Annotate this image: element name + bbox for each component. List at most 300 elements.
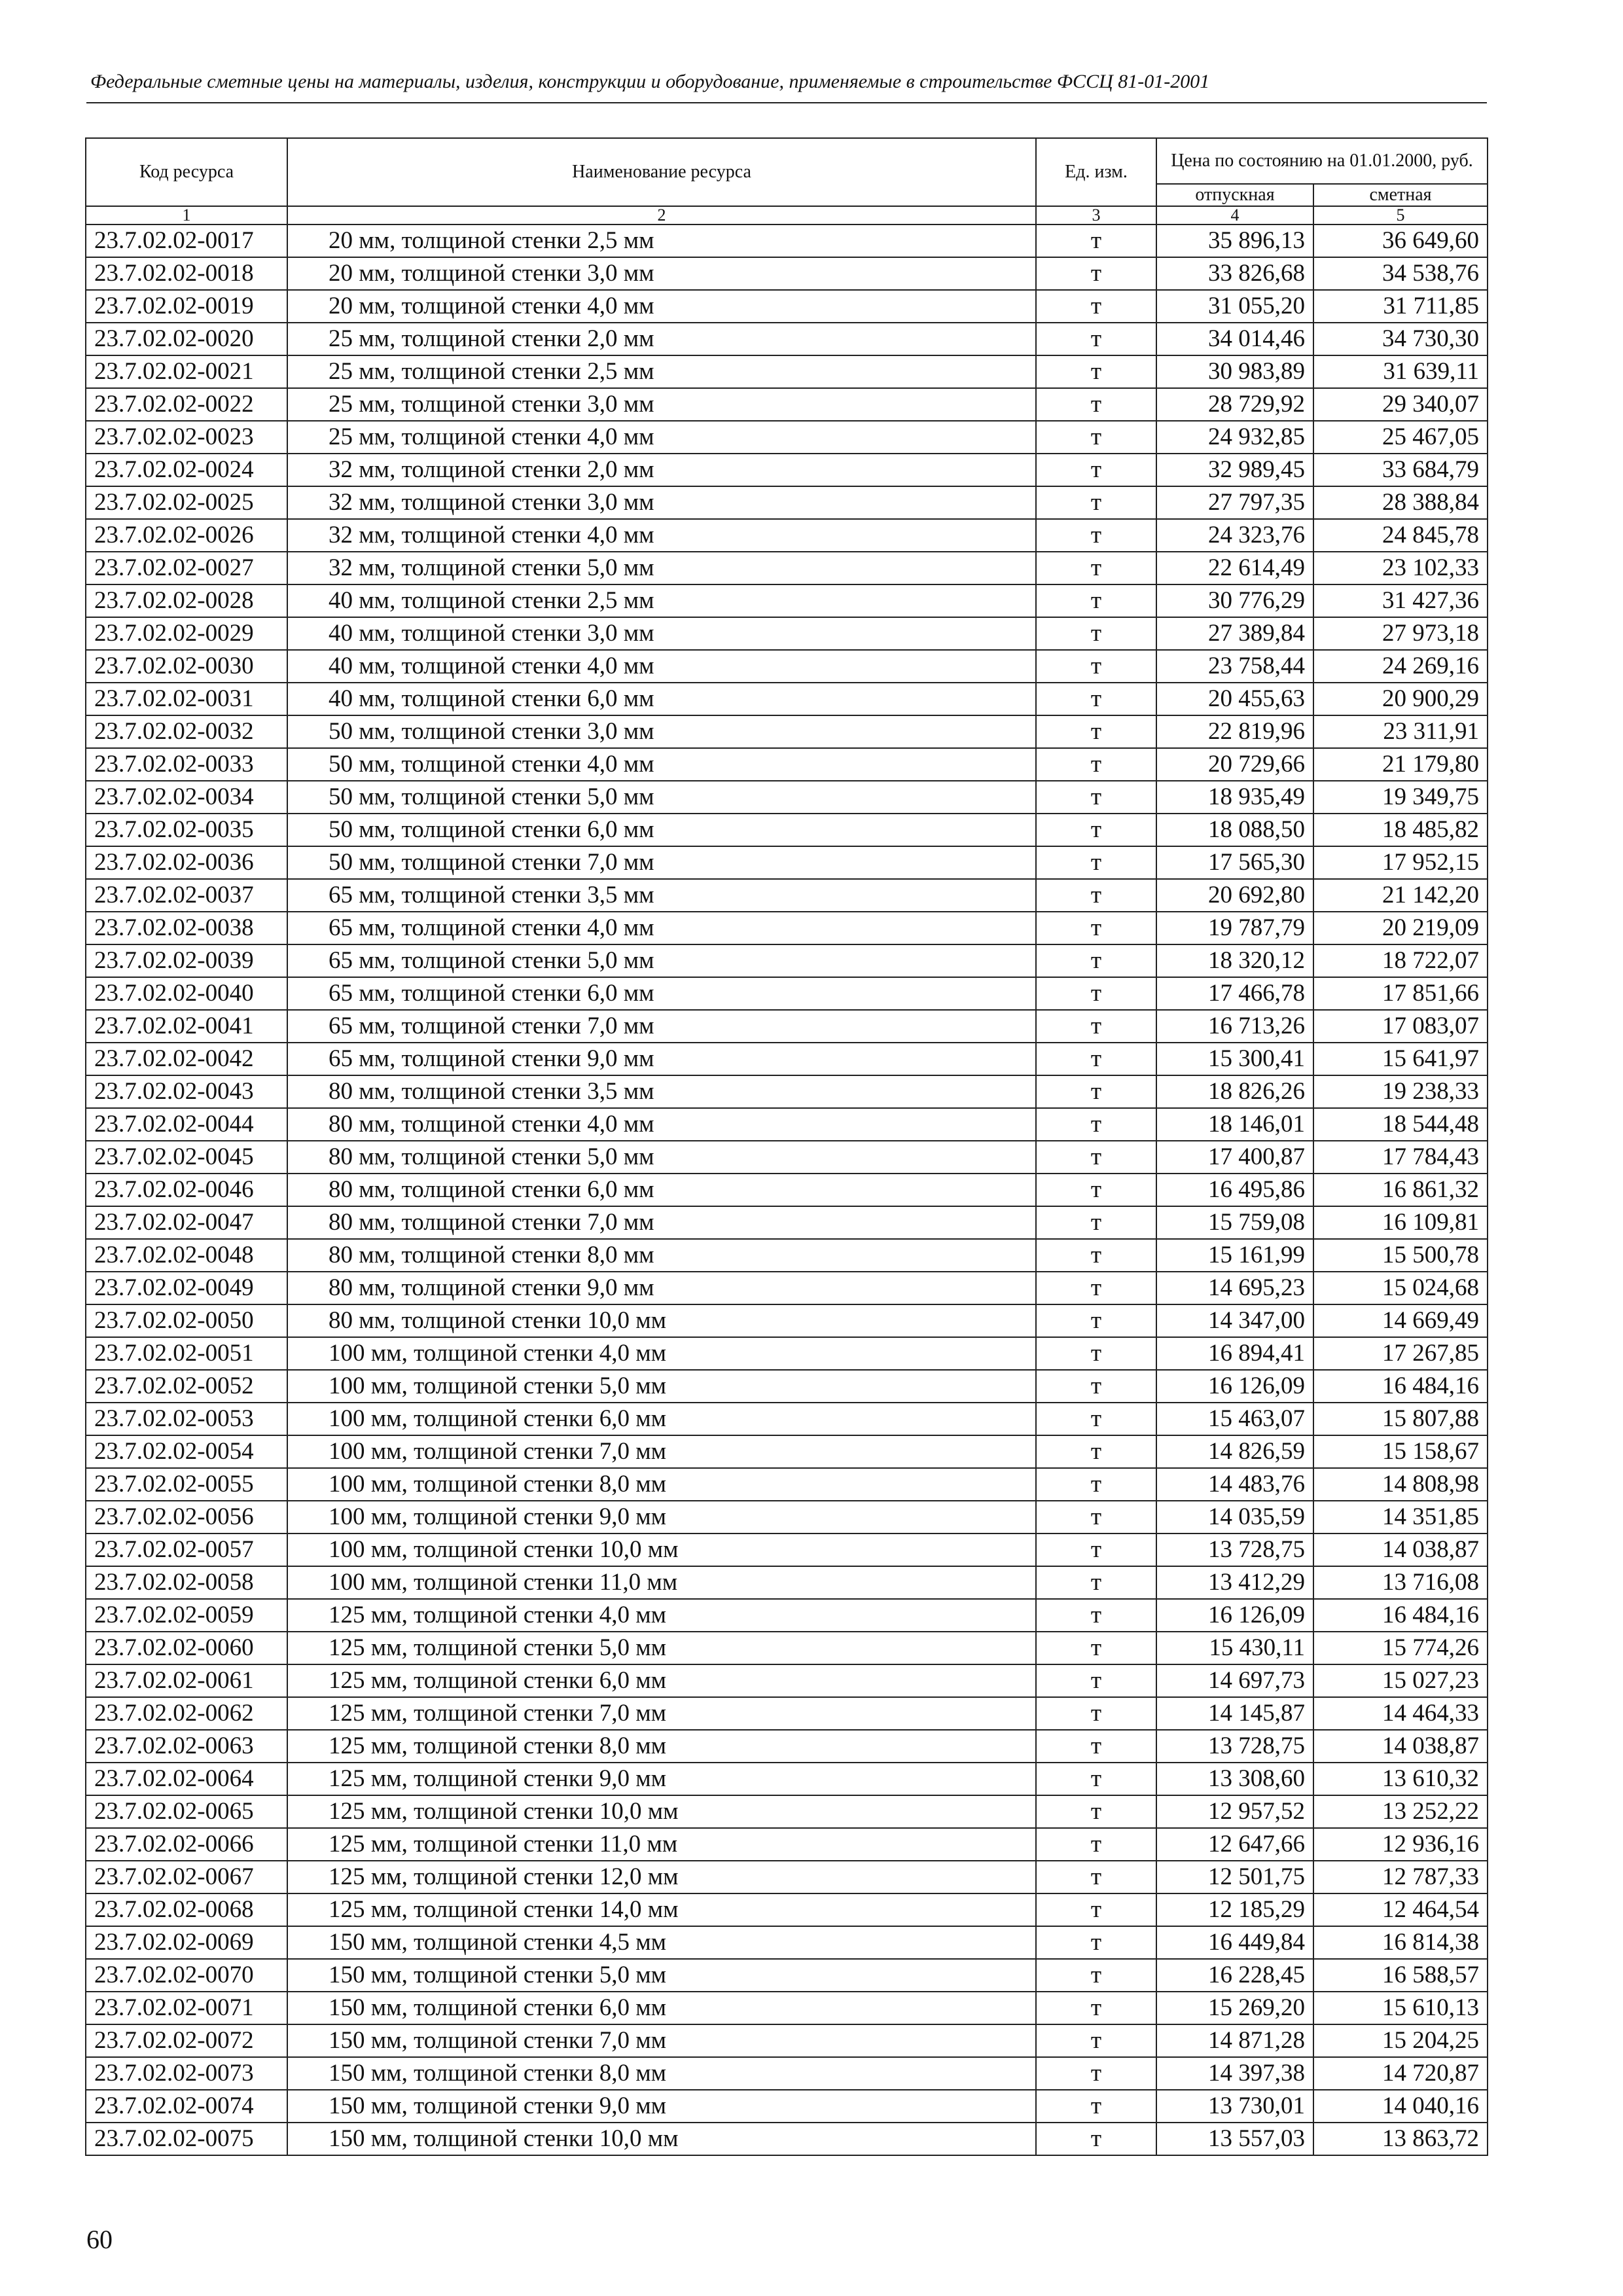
estimate-price-cell: 34 730,30	[1313, 323, 1488, 355]
table-body	[86, 224, 1488, 2155]
estimate-price-cell: 23 311,91	[1313, 715, 1488, 748]
unit-cell: т	[1036, 1468, 1156, 1501]
unit-cell: т	[1036, 1108, 1156, 1141]
resource-name-cell: 100 мм, толщиной стенки 8,0 мм	[287, 1468, 1036, 1501]
resource-code-cell: 23.7.02.02-0072	[86, 2024, 287, 2057]
release-price-cell: 13 557,03	[1156, 2123, 1313, 2155]
table-row	[86, 1239, 1488, 1272]
estimate-price-cell: 18 544,48	[1313, 1108, 1488, 1141]
resource-name-cell: 125 мм, толщиной стенки 7,0 мм	[287, 1697, 1036, 1730]
estimate-price-cell: 16 588,57	[1313, 1959, 1488, 1992]
estimate-price-cell: 15 158,67	[1313, 1435, 1488, 1468]
table-row	[86, 1664, 1488, 1697]
release-price-cell: 16 449,84	[1156, 1926, 1313, 1959]
resource-name-cell: 150 мм, толщиной стенки 7,0 мм	[287, 2024, 1036, 2057]
table-row	[86, 584, 1488, 617]
unit-cell: т	[1036, 1795, 1156, 1828]
estimate-price-cell: 14 040,16	[1313, 2090, 1488, 2123]
table-row	[86, 1828, 1488, 1861]
col-header-estimate: сметная	[1313, 184, 1488, 206]
unit-cell: т	[1036, 1075, 1156, 1108]
release-price-cell: 17 565,30	[1156, 846, 1313, 879]
unit-cell: т	[1036, 1828, 1156, 1861]
estimate-price-cell: 16 484,16	[1313, 1599, 1488, 1632]
unit-cell: т	[1036, 1992, 1156, 2024]
estimate-price-cell: 20 900,29	[1313, 683, 1488, 715]
release-price-cell: 22 614,49	[1156, 552, 1313, 584]
resource-code-cell: 23.7.02.02-0038	[86, 912, 287, 944]
table-row	[86, 1632, 1488, 1664]
unit-cell: т	[1036, 912, 1156, 944]
resource-code-cell: 23.7.02.02-0070	[86, 1959, 287, 1992]
estimate-price-cell: 16 484,16	[1313, 1370, 1488, 1403]
resource-name-cell: 125 мм, толщиной стенки 14,0 мм	[287, 1893, 1036, 1926]
estimate-price-cell: 12 787,33	[1313, 1861, 1488, 1893]
unit-cell: т	[1036, 355, 1156, 388]
table-row	[86, 748, 1488, 781]
release-price-cell: 14 695,23	[1156, 1272, 1313, 1304]
table-row	[86, 846, 1488, 879]
resource-code-cell: 23.7.02.02-0055	[86, 1468, 287, 1501]
estimate-price-cell: 13 252,22	[1313, 1795, 1488, 1828]
unit-cell: т	[1036, 683, 1156, 715]
estimate-price-cell: 33 684,79	[1313, 454, 1488, 486]
table-row	[86, 2024, 1488, 2057]
estimate-price-cell: 29 340,07	[1313, 388, 1488, 421]
estimate-price-cell: 15 641,97	[1313, 1043, 1488, 1075]
table-row	[86, 617, 1488, 650]
unit-cell: т	[1036, 224, 1156, 257]
resource-name-cell: 65 мм, толщиной стенки 7,0 мм	[287, 1010, 1036, 1043]
table-row	[86, 944, 1488, 977]
resource-code-cell: 23.7.02.02-0049	[86, 1272, 287, 1304]
page-number: 60	[86, 2225, 113, 2254]
resource-name-cell: 32 мм, толщиной стенки 4,0 мм	[287, 519, 1036, 552]
resource-name-cell: 50 мм, толщиной стенки 4,0 мм	[287, 748, 1036, 781]
table-row	[86, 1599, 1488, 1632]
resource-name-cell: 20 мм, толщиной стенки 2,5 мм	[287, 224, 1036, 257]
unit-cell: т	[1036, 1501, 1156, 1534]
release-price-cell: 16 713,26	[1156, 1010, 1313, 1043]
release-price-cell: 15 463,07	[1156, 1403, 1313, 1435]
release-price-cell: 27 797,35	[1156, 486, 1313, 519]
estimate-price-cell: 24 845,78	[1313, 519, 1488, 552]
table-row	[86, 1893, 1488, 1926]
unit-cell: т	[1036, 1174, 1156, 1206]
resource-code-cell: 23.7.02.02-0031	[86, 683, 287, 715]
col-number: 3	[1036, 206, 1156, 224]
estimate-price-cell: 14 464,33	[1313, 1697, 1488, 1730]
resource-name-cell: 80 мм, толщиной стенки 9,0 мм	[287, 1272, 1036, 1304]
unit-cell: т	[1036, 1272, 1156, 1304]
resource-name-cell: 80 мм, толщиной стенки 8,0 мм	[287, 1239, 1036, 1272]
release-price-cell: 30 983,89	[1156, 355, 1313, 388]
estimate-price-cell: 14 351,85	[1313, 1501, 1488, 1534]
table-row	[86, 323, 1488, 355]
unit-cell: т	[1036, 584, 1156, 617]
unit-cell: т	[1036, 1534, 1156, 1566]
resource-code-cell: 23.7.02.02-0054	[86, 1435, 287, 1468]
table-row	[86, 1174, 1488, 1206]
unit-cell: т	[1036, 454, 1156, 486]
table-row	[86, 1435, 1488, 1468]
unit-cell: т	[1036, 1010, 1156, 1043]
resource-name-cell: 20 мм, толщиной стенки 4,0 мм	[287, 290, 1036, 323]
table-row	[86, 879, 1488, 912]
release-price-cell: 14 347,00	[1156, 1304, 1313, 1337]
estimate-price-cell: 15 774,26	[1313, 1632, 1488, 1664]
estimate-price-cell: 21 142,20	[1313, 879, 1488, 912]
release-price-cell: 24 932,85	[1156, 421, 1313, 454]
resource-name-cell: 100 мм, толщиной стенки 6,0 мм	[287, 1403, 1036, 1435]
table-row	[86, 1501, 1488, 1534]
resource-code-cell: 23.7.02.02-0025	[86, 486, 287, 519]
resource-name-cell: 25 мм, толщиной стенки 3,0 мм	[287, 388, 1036, 421]
table-row	[86, 2057, 1488, 2090]
estimate-price-cell: 24 269,16	[1313, 650, 1488, 683]
unit-cell: т	[1036, 388, 1156, 421]
resource-code-cell: 23.7.02.02-0036	[86, 846, 287, 879]
resource-name-cell: 80 мм, толщиной стенки 3,5 мм	[287, 1075, 1036, 1108]
resource-name-cell: 100 мм, толщиной стенки 11,0 мм	[287, 1566, 1036, 1599]
table-row	[86, 1534, 1488, 1566]
resource-code-cell: 23.7.02.02-0074	[86, 2090, 287, 2123]
table-row	[86, 486, 1488, 519]
estimate-price-cell: 15 610,13	[1313, 1992, 1488, 2024]
resource-code-cell: 23.7.02.02-0058	[86, 1566, 287, 1599]
col-number: 5	[1313, 206, 1488, 224]
release-price-cell: 15 300,41	[1156, 1043, 1313, 1075]
table-row	[86, 1795, 1488, 1828]
table-row	[86, 257, 1488, 290]
release-price-cell: 13 728,75	[1156, 1534, 1313, 1566]
release-price-cell: 13 412,29	[1156, 1566, 1313, 1599]
table-row	[86, 683, 1488, 715]
unit-cell: т	[1036, 486, 1156, 519]
resource-code-cell: 23.7.02.02-0040	[86, 977, 287, 1010]
release-price-cell: 12 501,75	[1156, 1861, 1313, 1893]
release-price-cell: 31 055,20	[1156, 290, 1313, 323]
resource-code-cell: 23.7.02.02-0048	[86, 1239, 287, 1272]
unit-cell: т	[1036, 781, 1156, 814]
resource-code-cell: 23.7.02.02-0057	[86, 1534, 287, 1566]
resource-name-cell: 32 мм, толщиной стенки 3,0 мм	[287, 486, 1036, 519]
release-price-cell: 34 014,46	[1156, 323, 1313, 355]
table-row	[86, 1043, 1488, 1075]
unit-cell: т	[1036, 519, 1156, 552]
release-price-cell: 18 146,01	[1156, 1108, 1313, 1141]
resource-name-cell: 40 мм, толщиной стенки 6,0 мм	[287, 683, 1036, 715]
resource-code-cell: 23.7.02.02-0046	[86, 1174, 287, 1206]
estimate-price-cell: 17 267,85	[1313, 1337, 1488, 1370]
resource-code-cell: 23.7.02.02-0023	[86, 421, 287, 454]
resource-code-cell: 23.7.02.02-0037	[86, 879, 287, 912]
unit-cell: т	[1036, 1599, 1156, 1632]
table-row	[86, 1959, 1488, 1992]
resource-name-cell: 80 мм, толщиной стенки 10,0 мм	[287, 1304, 1036, 1337]
table-row	[86, 1861, 1488, 1893]
release-price-cell: 14 397,38	[1156, 2057, 1313, 2090]
table-row	[86, 388, 1488, 421]
resource-name-cell: 25 мм, толщиной стенки 2,0 мм	[287, 323, 1036, 355]
table-row	[86, 421, 1488, 454]
unit-cell: т	[1036, 1893, 1156, 1926]
unit-cell: т	[1036, 944, 1156, 977]
col-header-price-group: Цена по состоянию на 01.01.2000, руб.	[1156, 138, 1488, 184]
resource-name-cell: 32 мм, толщиной стенки 2,0 мм	[287, 454, 1036, 486]
unit-cell: т	[1036, 977, 1156, 1010]
resource-name-cell: 65 мм, толщиной стенки 3,5 мм	[287, 879, 1036, 912]
resource-code-cell: 23.7.02.02-0042	[86, 1043, 287, 1075]
header-rule	[86, 102, 1487, 103]
unit-cell: т	[1036, 1337, 1156, 1370]
resource-code-cell: 23.7.02.02-0032	[86, 715, 287, 748]
estimate-price-cell: 20 219,09	[1313, 912, 1488, 944]
release-price-cell: 18 088,50	[1156, 814, 1313, 846]
release-price-cell: 20 692,80	[1156, 879, 1313, 912]
estimate-price-cell: 12 936,16	[1313, 1828, 1488, 1861]
release-price-cell: 14 035,59	[1156, 1501, 1313, 1534]
estimate-price-cell: 12 464,54	[1313, 1893, 1488, 1926]
estimate-price-cell: 16 109,81	[1313, 1206, 1488, 1239]
resource-name-cell: 25 мм, толщиной стенки 2,5 мм	[287, 355, 1036, 388]
release-price-cell: 16 126,09	[1156, 1370, 1313, 1403]
resource-name-cell: 125 мм, толщиной стенки 11,0 мм	[287, 1828, 1036, 1861]
table-row	[86, 1141, 1488, 1174]
col-header-code: Код ресурса	[86, 138, 287, 206]
unit-cell: т	[1036, 2024, 1156, 2057]
resource-code-cell: 23.7.02.02-0024	[86, 454, 287, 486]
table-row	[86, 1010, 1488, 1043]
resource-name-cell: 40 мм, толщиной стенки 4,0 мм	[287, 650, 1036, 683]
resource-code-cell: 23.7.02.02-0059	[86, 1599, 287, 1632]
resource-name-cell: 20 мм, толщиной стенки 3,0 мм	[287, 257, 1036, 290]
table-row	[86, 1468, 1488, 1501]
release-price-cell: 28 729,92	[1156, 388, 1313, 421]
resource-code-cell: 23.7.02.02-0034	[86, 781, 287, 814]
estimate-price-cell: 15 024,68	[1313, 1272, 1488, 1304]
estimate-price-cell: 15 204,25	[1313, 2024, 1488, 2057]
release-price-cell: 14 826,59	[1156, 1435, 1313, 1468]
estimate-price-cell: 27 973,18	[1313, 617, 1488, 650]
release-price-cell: 17 466,78	[1156, 977, 1313, 1010]
unit-cell: т	[1036, 2090, 1156, 2123]
price-table	[85, 137, 1488, 2156]
table-row	[86, 1730, 1488, 1763]
unit-cell: т	[1036, 1403, 1156, 1435]
release-price-cell: 13 308,60	[1156, 1763, 1313, 1795]
unit-cell: т	[1036, 748, 1156, 781]
resource-name-cell: 65 мм, толщиной стенки 5,0 мм	[287, 944, 1036, 977]
table-row	[86, 1272, 1488, 1304]
resource-name-cell: 40 мм, толщиной стенки 3,0 мм	[287, 617, 1036, 650]
estimate-price-cell: 31 711,85	[1313, 290, 1488, 323]
unit-cell: т	[1036, 2123, 1156, 2155]
resource-code-cell: 23.7.02.02-0053	[86, 1403, 287, 1435]
resource-code-cell: 23.7.02.02-0047	[86, 1206, 287, 1239]
table-row	[86, 1992, 1488, 2024]
unit-cell: т	[1036, 715, 1156, 748]
table-row	[86, 1926, 1488, 1959]
resource-code-cell: 23.7.02.02-0029	[86, 617, 287, 650]
estimate-price-cell: 19 238,33	[1313, 1075, 1488, 1108]
estimate-price-cell: 15 500,78	[1313, 1239, 1488, 1272]
release-price-cell: 27 389,84	[1156, 617, 1313, 650]
col-number: 1	[86, 206, 287, 224]
resource-code-cell: 23.7.02.02-0026	[86, 519, 287, 552]
resource-name-cell: 80 мм, толщиной стенки 7,0 мм	[287, 1206, 1036, 1239]
unit-cell: т	[1036, 879, 1156, 912]
estimate-price-cell: 18 485,82	[1313, 814, 1488, 846]
resource-code-cell: 23.7.02.02-0073	[86, 2057, 287, 2090]
estimate-price-cell: 14 038,87	[1313, 1730, 1488, 1763]
estimate-price-cell: 36 649,60	[1313, 224, 1488, 257]
unit-cell: т	[1036, 552, 1156, 584]
resource-code-cell: 23.7.02.02-0033	[86, 748, 287, 781]
table-row	[86, 1403, 1488, 1435]
estimate-price-cell: 21 179,80	[1313, 748, 1488, 781]
resource-code-cell: 23.7.02.02-0067	[86, 1861, 287, 1893]
table-row	[86, 454, 1488, 486]
unit-cell: т	[1036, 1632, 1156, 1664]
table-row	[86, 715, 1488, 748]
unit-cell: т	[1036, 1141, 1156, 1174]
table-row	[86, 2123, 1488, 2155]
release-price-cell: 33 826,68	[1156, 257, 1313, 290]
release-price-cell: 18 320,12	[1156, 944, 1313, 977]
table-row	[86, 814, 1488, 846]
estimate-price-cell: 13 716,08	[1313, 1566, 1488, 1599]
resource-name-cell: 80 мм, толщиной стенки 4,0 мм	[287, 1108, 1036, 1141]
estimate-price-cell: 14 669,49	[1313, 1304, 1488, 1337]
estimate-price-cell: 14 038,87	[1313, 1534, 1488, 1566]
estimate-price-cell: 31 427,36	[1313, 584, 1488, 617]
release-price-cell: 13 730,01	[1156, 2090, 1313, 2123]
release-price-cell: 13 728,75	[1156, 1730, 1313, 1763]
release-price-cell: 15 161,99	[1156, 1239, 1313, 1272]
release-price-cell: 18 826,26	[1156, 1075, 1313, 1108]
resource-name-cell: 100 мм, толщиной стенки 7,0 мм	[287, 1435, 1036, 1468]
resource-code-cell: 23.7.02.02-0027	[86, 552, 287, 584]
running-header: Федеральные сметные цены на материалы, изделия, конструкции и оборудование, применяемые в строительстве ФССЦ 81-01-2001	[90, 71, 1210, 92]
unit-cell: т	[1036, 617, 1156, 650]
resource-name-cell: 50 мм, толщиной стенки 7,0 мм	[287, 846, 1036, 879]
release-price-cell: 24 323,76	[1156, 519, 1313, 552]
release-price-cell: 16 495,86	[1156, 1174, 1313, 1206]
resource-name-cell: 125 мм, толщиной стенки 5,0 мм	[287, 1632, 1036, 1664]
resource-name-cell: 65 мм, толщиной стенки 9,0 мм	[287, 1043, 1036, 1075]
resource-code-cell: 23.7.02.02-0075	[86, 2123, 287, 2155]
resource-name-cell: 150 мм, толщиной стенки 10,0 мм	[287, 2123, 1036, 2155]
resource-name-cell: 150 мм, толщиной стенки 8,0 мм	[287, 2057, 1036, 2090]
table-row	[86, 1337, 1488, 1370]
estimate-price-cell: 31 639,11	[1313, 355, 1488, 388]
resource-name-cell: 125 мм, толщиной стенки 10,0 мм	[287, 1795, 1036, 1828]
table-row	[86, 1304, 1488, 1337]
unit-cell: т	[1036, 1435, 1156, 1468]
resource-name-cell: 65 мм, толщиной стенки 4,0 мм	[287, 912, 1036, 944]
resource-code-cell: 23.7.02.02-0030	[86, 650, 287, 683]
release-price-cell: 18 935,49	[1156, 781, 1313, 814]
resource-code-cell: 23.7.02.02-0043	[86, 1075, 287, 1108]
unit-cell: т	[1036, 1206, 1156, 1239]
resource-code-cell: 23.7.02.02-0065	[86, 1795, 287, 1828]
release-price-cell: 19 787,79	[1156, 912, 1313, 944]
resource-name-cell: 125 мм, толщиной стенки 8,0 мм	[287, 1730, 1036, 1763]
col-number: 2	[287, 206, 1036, 224]
resource-name-cell: 100 мм, толщиной стенки 9,0 мм	[287, 1501, 1036, 1534]
col-number: 4	[1156, 206, 1313, 224]
table-row	[86, 1370, 1488, 1403]
unit-cell: т	[1036, 1959, 1156, 1992]
resource-code-cell: 23.7.02.02-0045	[86, 1141, 287, 1174]
estimate-price-cell: 15 027,23	[1313, 1664, 1488, 1697]
resource-code-cell: 23.7.02.02-0039	[86, 944, 287, 977]
unit-cell: т	[1036, 1370, 1156, 1403]
release-price-cell: 35 896,13	[1156, 224, 1313, 257]
resource-code-cell: 23.7.02.02-0068	[86, 1893, 287, 1926]
table-row	[86, 650, 1488, 683]
estimate-price-cell: 17 952,15	[1313, 846, 1488, 879]
release-price-cell: 32 989,45	[1156, 454, 1313, 486]
table-row	[86, 1763, 1488, 1795]
release-price-cell: 16 894,41	[1156, 1337, 1313, 1370]
release-price-cell: 15 430,11	[1156, 1632, 1313, 1664]
unit-cell: т	[1036, 2057, 1156, 2090]
release-price-cell: 16 126,09	[1156, 1599, 1313, 1632]
estimate-price-cell: 28 388,84	[1313, 486, 1488, 519]
unit-cell: т	[1036, 846, 1156, 879]
table-row	[86, 912, 1488, 944]
release-price-cell: 15 269,20	[1156, 1992, 1313, 2024]
resource-code-cell: 23.7.02.02-0050	[86, 1304, 287, 1337]
estimate-price-cell: 17 784,43	[1313, 1141, 1488, 1174]
resource-code-cell: 23.7.02.02-0061	[86, 1664, 287, 1697]
estimate-price-cell: 23 102,33	[1313, 552, 1488, 584]
table-row	[86, 977, 1488, 1010]
col-header-name: Наименование ресурса	[287, 138, 1036, 206]
resource-name-cell: 40 мм, толщиной стенки 2,5 мм	[287, 584, 1036, 617]
table-row	[86, 1108, 1488, 1141]
col-header-release: отпускная	[1156, 184, 1313, 206]
table-row	[86, 224, 1488, 257]
estimate-price-cell: 19 349,75	[1313, 781, 1488, 814]
release-price-cell: 12 957,52	[1156, 1795, 1313, 1828]
estimate-price-cell: 34 538,76	[1313, 257, 1488, 290]
estimate-price-cell: 17 851,66	[1313, 977, 1488, 1010]
resource-name-cell: 150 мм, толщиной стенки 5,0 мм	[287, 1959, 1036, 1992]
estimate-price-cell: 17 083,07	[1313, 1010, 1488, 1043]
estimate-price-cell: 14 808,98	[1313, 1468, 1488, 1501]
resource-name-cell: 100 мм, толщиной стенки 10,0 мм	[287, 1534, 1036, 1566]
resource-code-cell: 23.7.02.02-0018	[86, 257, 287, 290]
release-price-cell: 14 871,28	[1156, 2024, 1313, 2057]
unit-cell: т	[1036, 1043, 1156, 1075]
resource-code-cell: 23.7.02.02-0041	[86, 1010, 287, 1043]
estimate-price-cell: 15 807,88	[1313, 1403, 1488, 1435]
resource-code-cell: 23.7.02.02-0052	[86, 1370, 287, 1403]
unit-cell: т	[1036, 323, 1156, 355]
resource-code-cell: 23.7.02.02-0028	[86, 584, 287, 617]
unit-cell: т	[1036, 421, 1156, 454]
resource-name-cell: 150 мм, толщиной стенки 9,0 мм	[287, 2090, 1036, 2123]
release-price-cell: 12 185,29	[1156, 1893, 1313, 1926]
resource-code-cell: 23.7.02.02-0066	[86, 1828, 287, 1861]
resource-code-cell: 23.7.02.02-0069	[86, 1926, 287, 1959]
resource-name-cell: 50 мм, толщиной стенки 6,0 мм	[287, 814, 1036, 846]
resource-name-cell: 150 мм, толщиной стенки 4,5 мм	[287, 1926, 1036, 1959]
resource-code-cell: 23.7.02.02-0071	[86, 1992, 287, 2024]
